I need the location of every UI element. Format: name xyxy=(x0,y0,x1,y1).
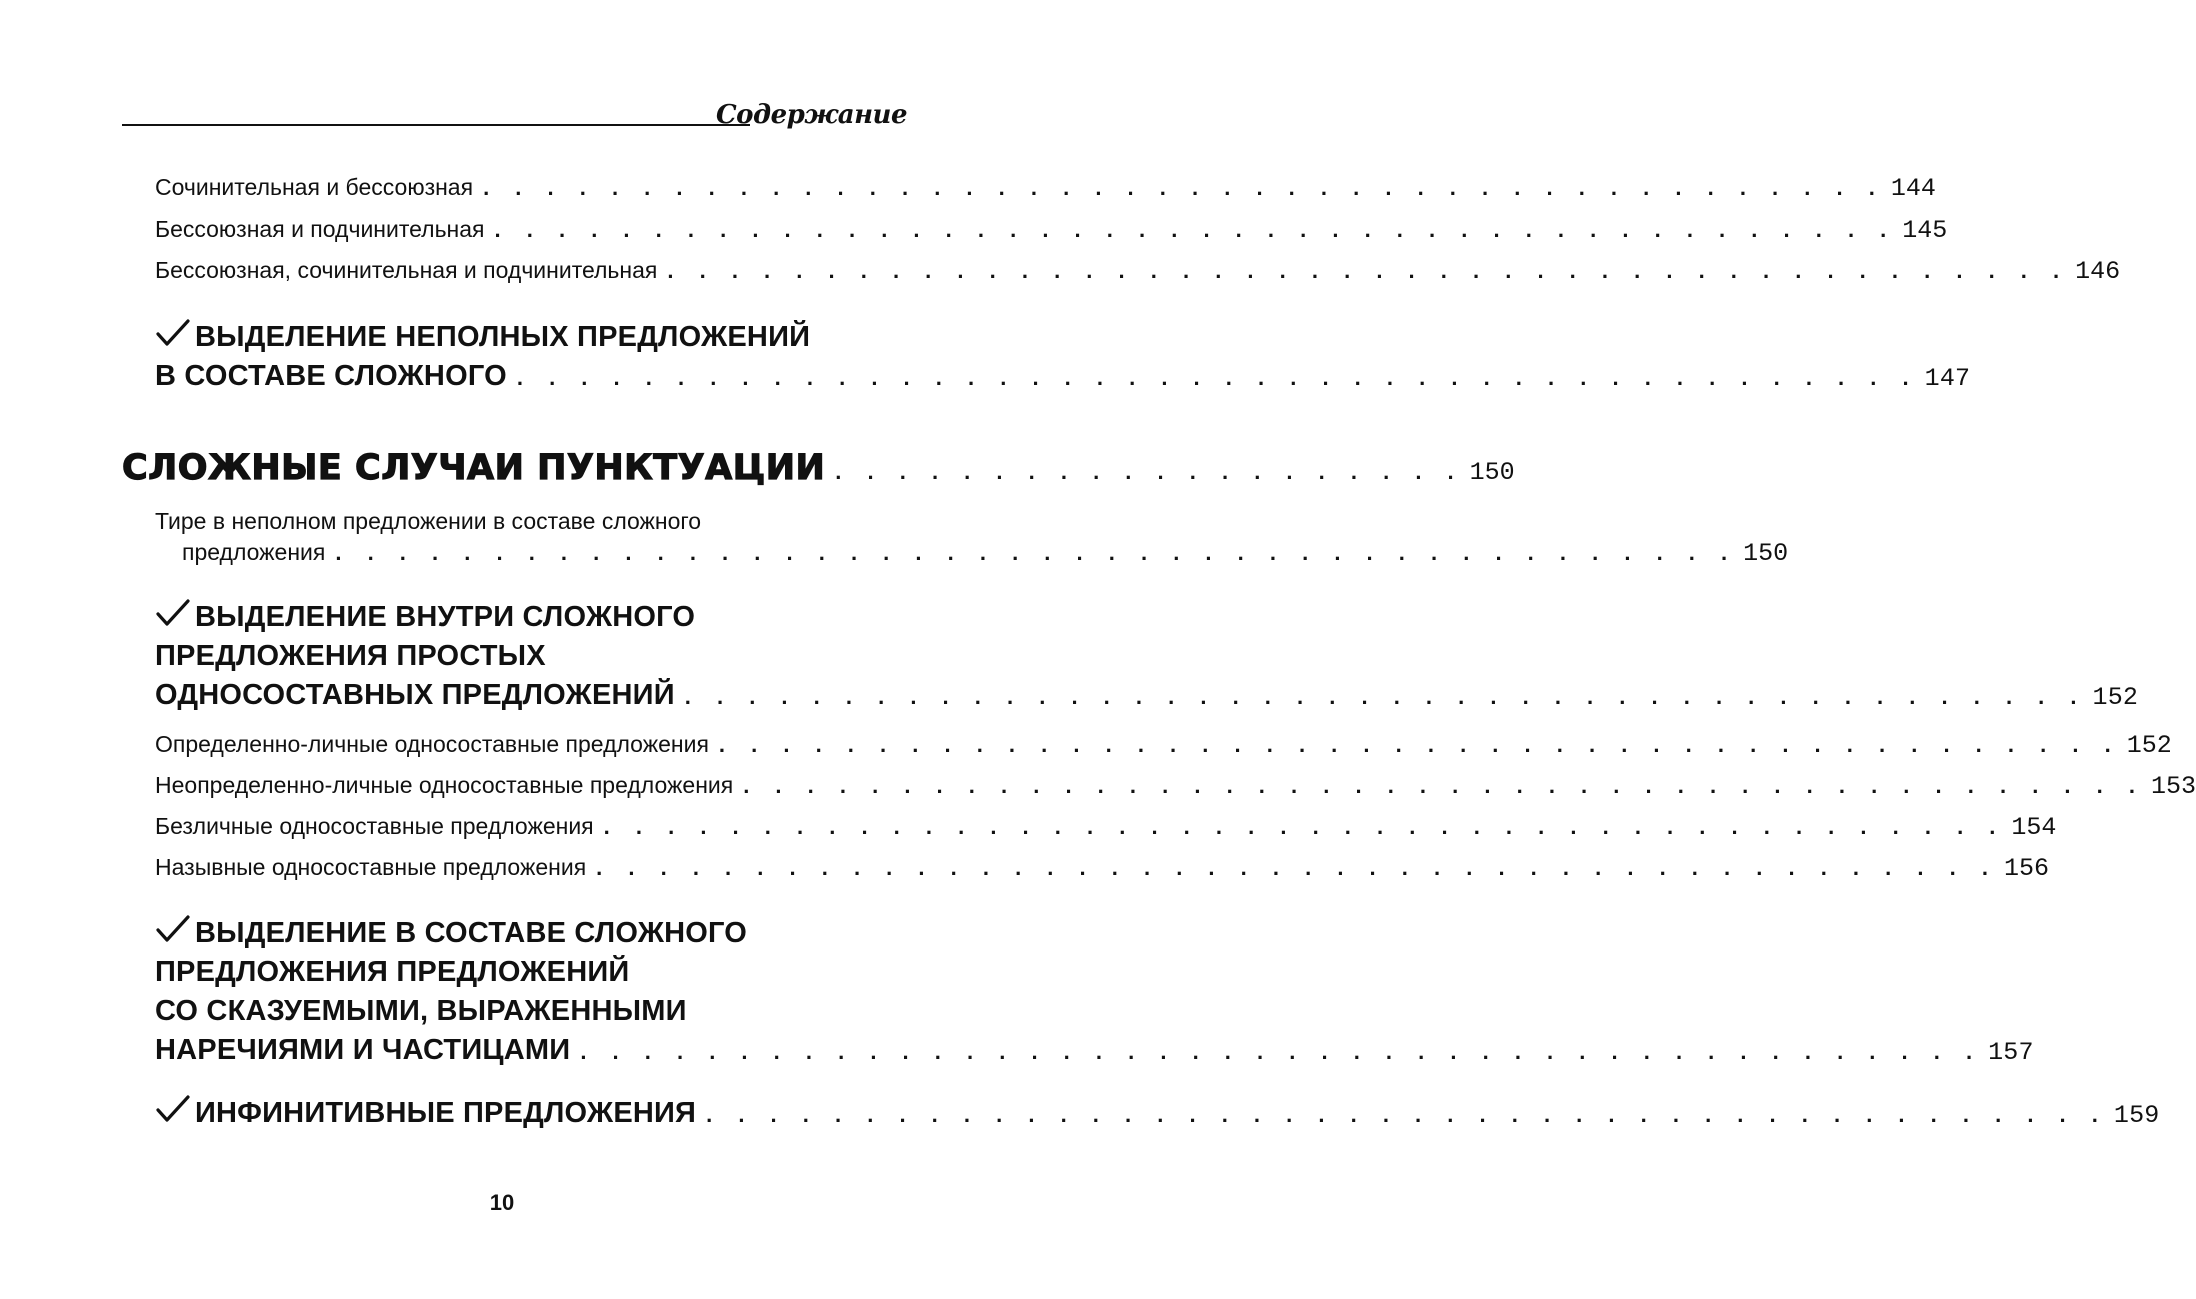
toc-entry[interactable] xyxy=(155,508,1789,568)
toc-section[interactable] xyxy=(155,318,1971,398)
section-page: 159 xyxy=(2113,1101,2160,1130)
leader-dots: . . . . . . . . . . . . . . . . . . . . . . . . . . . . . . . . . . . . . . . . . . . . xyxy=(743,773,2145,798)
toc-entry-page: 144 xyxy=(1890,174,1936,203)
toc-section[interactable] xyxy=(155,1094,2160,1135)
section-title-line: ВЫДЕЛЕНИЕ В СОСТАВЕ СЛОЖНОГО xyxy=(195,917,748,949)
chapter-title: СЛОЖНЫЕ СЛУЧАИ ПУНКТУАЦИИ xyxy=(122,448,826,488)
toc-entry-label: Бессоюзная, сочинительная и подчинительная xyxy=(155,257,658,283)
toc-entry[interactable] xyxy=(155,257,2121,286)
toc-entry-label: Назывные односоставные предложения xyxy=(155,854,587,880)
toc-entry-page: 145 xyxy=(1902,216,1948,245)
section-line xyxy=(155,1031,2034,1072)
toc-section[interactable] xyxy=(155,914,2034,1072)
checkmark-icon xyxy=(155,318,191,348)
leader-dots: . . . . . . . . . . . . . . . . . . . . . . . . . . . . . . . . . . . . . . . . . . . . xyxy=(494,217,1897,242)
running-header xyxy=(122,96,907,136)
toc-entry-label: Сочинительная и бессоюзная xyxy=(155,174,474,200)
toc-entry[interactable] xyxy=(155,772,2196,801)
leader-dots: . . . . . . . . . . . . . . . . . . . . . . . . . . . . . . . . . . . . . . . . . . . . xyxy=(706,1102,2108,1127)
section-title-line: ПРЕДЛОЖЕНИЯ ПРЕДЛОЖЕНИЙ xyxy=(155,956,630,988)
checkmark-icon xyxy=(155,1094,191,1124)
section-title-line: СО СКАЗУЕМЫМИ, ВЫРАЖЕННЫМИ xyxy=(155,995,687,1027)
section-title-line: НАРЕЧИЯМИ И ЧАСТИЦАМИ xyxy=(155,1034,571,1066)
checkmark-icon xyxy=(155,598,191,628)
toc-entry-label: Безличные односоставные предложения xyxy=(155,813,594,839)
section-line xyxy=(155,318,905,357)
toc-entry-page: 153 xyxy=(2150,772,2196,801)
section-title-line: ИНФИНИТИВНЫЕ ПРЕДЛОЖЕНИЯ xyxy=(195,1097,697,1129)
section-page: 152 xyxy=(2092,683,2139,712)
section-page: 147 xyxy=(1924,364,1971,393)
toc-entry-page: 150 xyxy=(1743,539,1789,568)
toc-entry[interactable] xyxy=(155,731,2172,760)
toc-entry-page: 146 xyxy=(2075,257,2121,286)
leader-dots: . . . . . . . . . . . . . . . . . . . . xyxy=(835,459,1464,484)
leader-dots: . . . . . . . . . . . . . . . . . . . . . . . . . . . . . . . . . . . . . . . . . . . . xyxy=(596,855,1998,880)
section-line xyxy=(155,598,905,637)
toc-entry-label: Неопределенно-личные односоставные предложения xyxy=(155,772,734,798)
section-title-line: В СОСТАВЕ СЛОЖНОГО xyxy=(155,360,507,392)
leader-dots: . . . . . . . . . . . . . . . . . . . . . . . . . . . . . . . . . . . . . . . . . . . . xyxy=(684,684,2087,709)
toc-entry[interactable] xyxy=(155,216,1948,245)
toc-entry-page: 154 xyxy=(2011,813,2057,842)
leader-dots: . . . . . . . . . . . . . . . . . . . . . . . . . . . . . . . . . . . . . . . . . . . . xyxy=(483,175,1885,200)
toc-entry-page: 152 xyxy=(2126,731,2172,760)
leader-dots: . . . . . . . . . . . . . . . . . . . . . . . . . . . . . . . . . . . . . . . . . . . . xyxy=(667,258,2070,283)
toc-entry-label: Определенно-личные односоставные предложения xyxy=(155,731,709,757)
leader-dots: . . . . . . . . . . . . . . . . . . . . . . . . . . . . . . . . . . . . . . . . . . . . xyxy=(335,540,1738,565)
leader-dots: . . . . . . . . . . . . . . . . . . . . . . . . . . . . . . . . . . . . . . . . . . . . xyxy=(580,1039,1983,1064)
section-line xyxy=(155,357,1971,398)
toc-entry-label-continued: предложения xyxy=(182,539,326,565)
section-title-line: ВЫДЕЛЕНИЕ ВНУТРИ СЛОЖНОГО xyxy=(195,601,696,633)
leader-dots: . . . . . . . . . . . . . . . . . . . . . . . . . . . . . . . . . . . . . . . . . . . . xyxy=(516,365,1919,390)
section-title-line: ПРЕДЛОЖЕНИЯ ПРОСТЫХ xyxy=(155,640,546,672)
header-title: Содержание xyxy=(715,100,907,130)
toc-entry-page: 156 xyxy=(2003,854,2049,883)
leader-dots: . . . . . . . . . . . . . . . . . . . . . . . . . . . . . . . . . . . . . . . . . . . . xyxy=(718,732,2121,757)
section-page: 157 xyxy=(1988,1038,2034,1067)
toc-entry-label: Тире в неполном предложении в составе сложного xyxy=(155,508,702,534)
chapter-heading[interactable] xyxy=(122,448,1515,488)
section-title-line: ВЫДЕЛЕНИЕ НЕПОЛНЫХ ПРЕДЛОЖЕНИЙ xyxy=(195,321,811,353)
toc-section[interactable] xyxy=(155,598,2139,717)
page-number: 10 xyxy=(489,1190,515,1215)
toc-entry[interactable] xyxy=(155,813,2057,842)
toc-entry-label: Бессоюзная и подчинительная xyxy=(155,216,485,242)
checkmark-icon xyxy=(155,914,191,944)
section-line xyxy=(155,676,2139,717)
leader-dots: . . . . . . . . . . . . . . . . . . . . . . . . . . . . . . . . . . . . . . . . . . . . xyxy=(603,814,2006,839)
toc-entry[interactable] xyxy=(155,854,2049,883)
toc-entry[interactable] xyxy=(155,174,1936,203)
header-rule xyxy=(122,124,750,126)
section-title-line: ОДНОСОСТАВНЫХ ПРЕДЛОЖЕНИЙ xyxy=(155,679,675,711)
chapter-page: 150 xyxy=(1469,458,1515,487)
section-line xyxy=(155,914,905,953)
section-line xyxy=(155,1094,2160,1135)
